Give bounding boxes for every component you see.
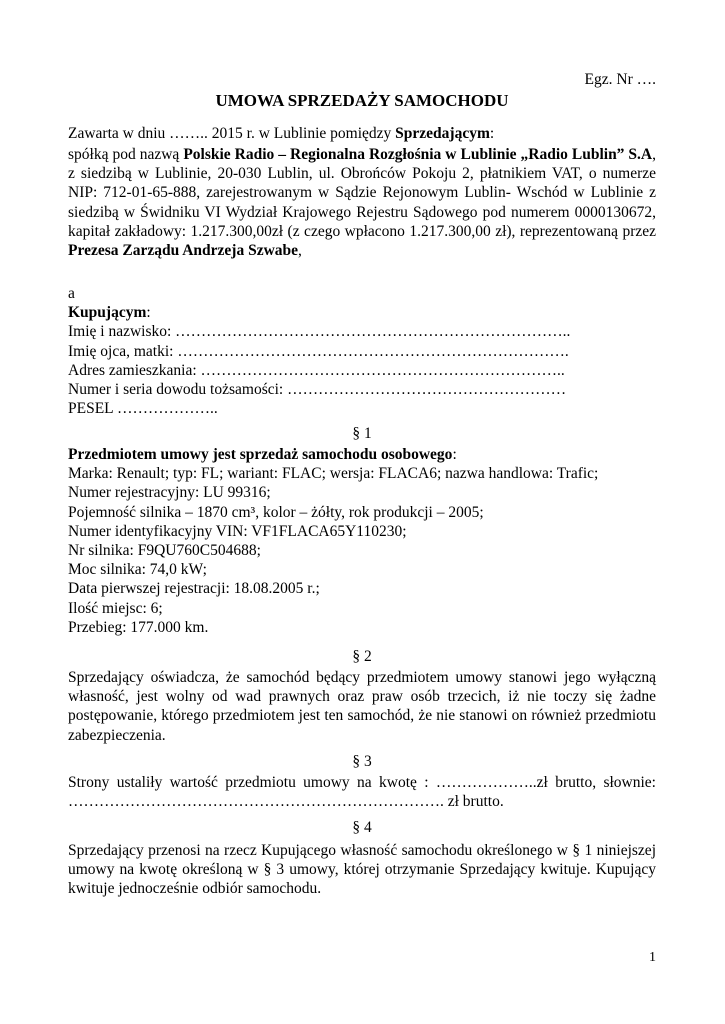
section-4-heading: § 4 (352, 819, 372, 836)
section-3-heading: § 3 (352, 753, 372, 770)
buyer-parents-field: Imię ojca, matki: …………………………………………………………………. (68, 342, 569, 360)
document-title: UMOWA SPRZEDAŻY SAMOCHODU (215, 91, 509, 110)
section-1-body (68, 445, 656, 637)
subject-colon: : (452, 446, 457, 463)
subject-line (68, 445, 656, 464)
company-details: , z siedzibą w Lublinie, 20-030 Lublin, ul. Obrońców Pokoju 2, płatnikiem VAT, o numerze NIP: 712-01-65-888, zarejestrowanym w Sądzie Rejonowym Lublin- Wschód w Lublinie z siedzibą w Świdniku VI Wydział Krajowego Rejestru Sądowego pod numerem 0000130672, kapitał zakładowy: 1.217.300,00zł (z czego wpłacono 1.217.300,00 zł), reprezentowaną przez (68, 146, 656, 240)
buyer-role: Kupującym (68, 304, 147, 322)
buyer-section (68, 284, 656, 418)
seller-role: Sprzedającym (395, 125, 490, 142)
vehicle-engine-capacity: Pojemność silnika – 1870 cm³, kolor – żółty, rok produkcji – 2005; (68, 503, 484, 521)
section-1-heading: § 1 (352, 425, 372, 442)
representative-suffix: , (298, 242, 302, 260)
section-2-heading: § 2 (352, 648, 372, 665)
company-prefix: spółką pod nazwą (68, 146, 184, 163)
vehicle-engine-number: Nr silnika: F9QU760C504688; (68, 542, 261, 560)
intro-text: Zawarta w dniu …….. 2015 r. w Lublinie pomiędzy (68, 125, 396, 142)
vehicle-first-registration: Data pierwszej rejestracji: 18.08.2005 r.; (68, 580, 320, 598)
buyer-id-field: Numer i seria dowodu tożsamości: ……………………………………………… (68, 381, 567, 399)
section-2-body: Sprzedający oświadcza, że samochód będący przedmiotem umowy stanowi jego wyłączną własność, jest wolny od wad prawnych oraz praw osób trzecich, iż nie toczy się żadne postępowanie, którego przedmiotem jest ten samochód, że nie stanowi on również przedmiotu zabezpieczenia. (68, 669, 656, 744)
buyer-role-line (68, 303, 656, 322)
vehicle-seats: Ilość miejsc: 6; (68, 599, 163, 617)
section-4-body: Sprzedający przenosi na rzecz Kupującego własność samochodu określonego w § 1 niniejszej umowy na kwotę określoną w § 3 umowy, której otrzymanie Sprzedający kwituje. Kupujący kwituje jednocześnie odbiór samochodu. (68, 842, 656, 898)
buyer-address-field: Adres zamieszkania: …………………………………………………………….. (68, 361, 565, 379)
subject-text: Przedmiotem umowy jest sprzedaż samochodu osobowego (68, 446, 453, 463)
representative-name: Prezesa Zarządu Andrzeja Szwabe (68, 242, 299, 260)
buyer-pesel-field: PESEL ……………….. (68, 400, 218, 418)
seller-description (68, 145, 656, 260)
section-3-body: Strony ustaliły wartość przedmiotu umowy na kwotę : ………………..zł brutto, słownie: ………………………………………………………………. zł brutto. (68, 774, 656, 811)
vehicle-power: Moc silnika: 74,0 kW; (68, 561, 207, 579)
copy-number: Egz. Nr …. (584, 71, 656, 88)
intro-line (68, 124, 656, 143)
conjunction: a (68, 285, 75, 302)
page-number: 1 (649, 950, 656, 965)
vehicle-vin: Numer identyfikacyjny VIN: VF1FLACA65Y110230; (68, 522, 407, 540)
intro-colon: : (489, 125, 495, 142)
company-name: Polskie Radio – Regionalna Rozgłośnia w Lublinie „Radio Lublin” S.A (183, 146, 653, 163)
buyer-name-field: Imię i nazwisko: ………………………………………………………………….. (68, 323, 571, 341)
vehicle-mileage: Przebieg: 177.000 km. (68, 618, 209, 636)
vehicle-make: Marka: Renault; typ: FL; wariant: FLAC; wersja: FLACA6; nazwa handlowa: Trafic; (68, 465, 599, 483)
buyer-role-colon: : (146, 304, 151, 322)
vehicle-registration: Numer rejestracyjny: LU 99316; (68, 484, 271, 502)
